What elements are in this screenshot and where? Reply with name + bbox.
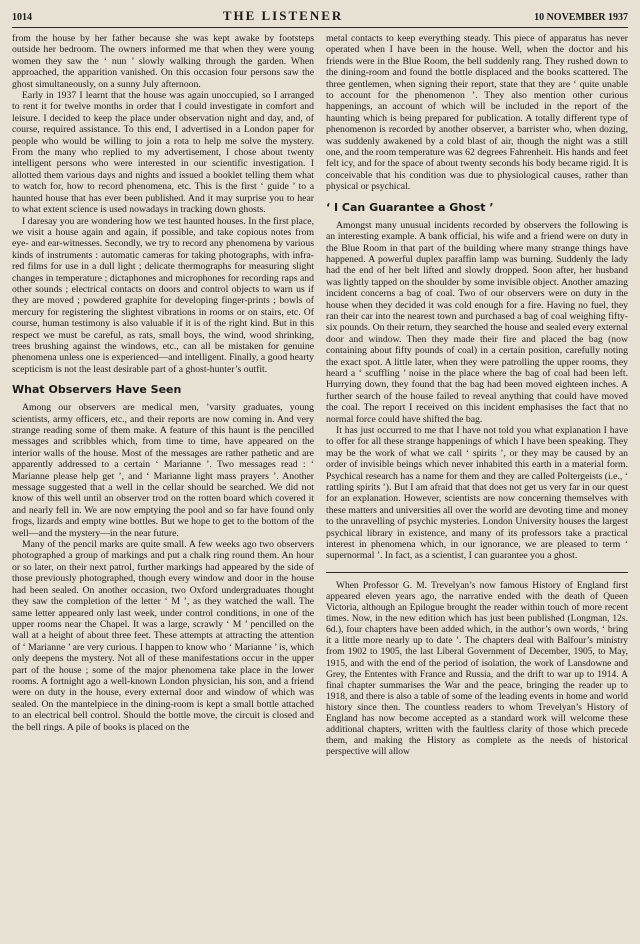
- article-paragraph: I daresay you are wondering how we test haunted houses. In the first place, we visit a house again and again, if possible, and take copious notes from eye- and ear-witnesses. Secondly, we try to record any phenomena by various kinds of instruments : automatic cameras for taking photographs, with infra-red films for use in a dull light ; delicate thermographs for measuring slight changes in temperature ; dictaphones and microphones for recording raps and other sounds ; electrical contacts on doors and control objects to warn us if they are moved ; powdered graphite for developing finger-prints ; bowls of mercury for registering the slightest vibrations in rooms or on stairs, etc. Of course, human testimony is also valuable if it is of the right kind. But in this respect we must be careful, as rats, small boys, the wind, wood shrinking, trees brushing against the windows, etc., can all be mistaken for genuine phenomena unless one is experienced—and intelligent. Finally, a good hearty scepticism is not the least desirable part of a ghost-hunter’s outfit.: [12, 215, 314, 375]
- left-column: [12, 33, 314, 933]
- section-heading: What Observers Have Seen: [12, 383, 182, 397]
- article-paragraph: Amongst many unusual incidents recorded by observers the following is an interesting example. A bank official, his wife and a friend were on duty in the Blue Room in that part of the building where many strange things have happened. A powerful duplex paraffin lamp was burning. Suddenly the lady had the end of her belt lifted and slowly dropped. Soon after, her husband was lightly tapped on the shoulder by some invisible object. Another amazing incident concerns a bag of coal. Two of our observers were on duty in the house when they decided it was cold enough for a fire. Having no fuel, they ran their car into the nearest town and purchased a bag of coal weighing fifty-six pounds. On their return, they searched the house and sealed every external door and window. Then they made their fire and placed the bag (now containing about fifty pounds of coal) in a certain position, carefully noting the exact spot. A little later, when they were patrolling the upper rooms, they heard a ‘ scuffling ’ noise in the place where the bag of coal had been left. Hurrying down, they found that the bag had been moved eighteen inches. A further search of the house failed to reveal anything that could have moved the coal. The report I received on this incident emphasises the fact that no normal force could have shifted the bag.: [326, 219, 628, 425]
- book-review: [326, 581, 628, 759]
- masthead: [12, 8, 628, 28]
- divider: [326, 572, 628, 573]
- article-paragraph: Early in 1937 I learnt that the house was again unoccupied, so I arranged to rent it for twelve months in order that I could investigate in comfort and leisure. I decided to keep the place under observation night and day, and, of course, required assistance. To this end, I advertised in a London paper for people who would be willing to join a rota to help me solve the mystery. From the many who replied to my advertisement, I chose about twenty intelligent persons who were interested in our scientific investigation. I allotted them various days and nights and issued a booklet telling them what to watch for, how to record phenomena, etc. This is the first ‘ guide ’ to a haunted house that has ever been published. And it may surprise you to hear to what extent science is used nowadays in tracking down ghosts.: [12, 90, 314, 216]
- article-paragraph: from the house by her father because she was kept awake by footsteps outside her bedroom. The owners informed me that when they were young women they saw the ‘ nun ’ slowly walking through the garden. When approached, the apparition vanished. On this occasion four persons saw the ghost simultaneously, on a sunny July afternoon.: [12, 33, 314, 90]
- right-column: [326, 33, 628, 933]
- review-paragraph: When Professor G. M. Trevelyan’s now famous History of England first appeared eleven years ago, the narrative ended with the death of Queen Victoria, although an Epilogue brought the reader within touch of more recent times. Now, in the new edition which has just been published (Longman, 12s. 6d.), four chapters have been added which, in the author’s own words, ‘ bring it a little more nearly up to date ’. The chapters deal with Balfour’s ministry from 1902 to 1905, the last Liberal Government of December, 1905, to May, 1915, and with the end of the period of isolation, the work of Lansdowne and Grey, the Ententes with France and Russia, and the drift to war up to 1914. A final chapter summarises the War and the peace, bringing the reader up to 1918, and there is also a table of some of the leading events in home and world history since then. The countless readers to whom Trevelyan’s History of England has now become accepted as a standard work will welcome these additional chapters, written with the faultless clarity of those which precede them, and making the History as complete as the needs of historical perspective will allow: [326, 580, 628, 758]
- section-heading: ‘ I Can Guarantee a Ghost ’: [326, 200, 494, 214]
- article-paragraph: Many of the pencil marks are quite small. A few weeks ago two observers photographed a group of markings and put a chalk ring round them. An hour or so later, on their next patrol, further markings had appeared by the side of those previously photographed, though every window and door in the house had been sealed. On another occasion, two Oxford undergraduates thought they saw the completion of the letter ‘ M ’, as they watched the wall. The same letter appeared only last week, under control conditions, in one of the upper rooms near the Chapel. It was a large, scrawly ‘ M ’ pencilled on the wall at a height of about three feet. These attempts at attracting the attention of ‘ Marianne ’ are very curious. I happen to know who ‘ Marianne ’ is, which only deepens the mystery. Not all of these manifestations occur in the upper part of the house ; some of the major phenomena take place in the lower rooms. A fortnight ago a well-known London physician, his son, and a friend were on duty in the house, every external door and window of which was sealed. On the mantelpiece in the dining-room is kept a small bottle attached to an electrical bell control. Should the bottle move, the circuit is closed and the bell rings. A pile of books is placed on the: [12, 539, 314, 733]
- page-number: 1014: [12, 12, 32, 23]
- issue-date: 10 NOVEMBER 1937: [534, 12, 628, 23]
- article-paragraph: Among our observers are medical men, ’varsity graduates, young scientists, army officers, etc., and their reports are now coming in. And very strange reading some of them make. A feature of this haunt is the pencilled messages and scribbles which, from time to time, have appeared on the interior walls of the house. Most of the messages are rather pathetic and are apparently addressed to a certain ‘ Marianne ’. Two messages read : ‘ Marianne please help get ’, and ‘ Marianne light mass prayers ’. Another message suggested that a well in the cellar should be searched. We did not know of this well until an observer trod on the rotten board which covered it and nearly fell in. We are now emptying the pool and so far have found only frogs, lizards and empty wine bottles. But we hope to get to the bottom of the well—and the mystery—in the near future.: [12, 402, 314, 539]
- article-paragraph: It has just occurred to me that I have not told you what explanation I have to offer for all these strange happenings of which I have been speaking. They may be the work of what we call ‘ spirits ’, or they may be caused by an order of invisible beings which never inhabited this earth in a material form. Psychical research has a name for them and they are called Poltergeists (i.e., ‘ rattling spirits ’). But I am afraid that that does not get us very far in our quest for an explanation. However, scientists are now concerning themselves with these matters and universities all over the world are devoting time and money to the unravelling of psychic mysteries. London University houses the largest psychical library in existence, and many of its professors take a practical interest in phenomena which, in our ignorance, we are pleased to term ‘ supernormal ’. In fact, as a scientist, I can guarantee you a ghost.: [326, 425, 628, 562]
- article-columns: [12, 33, 628, 933]
- publication-title: THE LISTENER: [222, 8, 344, 23]
- article-paragraph: metal contacts to keep everything steady. This piece of apparatus has never operated when I have been in the house. Well, when the doctor and his friends were in the Blue Room, the bell suddenly rang. They rushed down to the dining-room and found the bottle displaced and the books scattered. The three gentlemen, when signing their report, state that they are ‘ quite unable to account for the phenomenon ’. They also mention other curious happenings, an account of which will be included in the report of the haunting which is being prepared for publication. A totally different type of phenomenon is recorded by another observer, a barrister who, when dozing, was suddenly awakened by a cold blast of air, though the night was a still one, and the room temperature was 62 degrees Fahrenheit. His hands and feet felt icy, and for the space of about twenty seconds his body became rigid. It is conceivable that his condition was due to physiological causes, rather than physical or psychical.: [326, 33, 628, 193]
